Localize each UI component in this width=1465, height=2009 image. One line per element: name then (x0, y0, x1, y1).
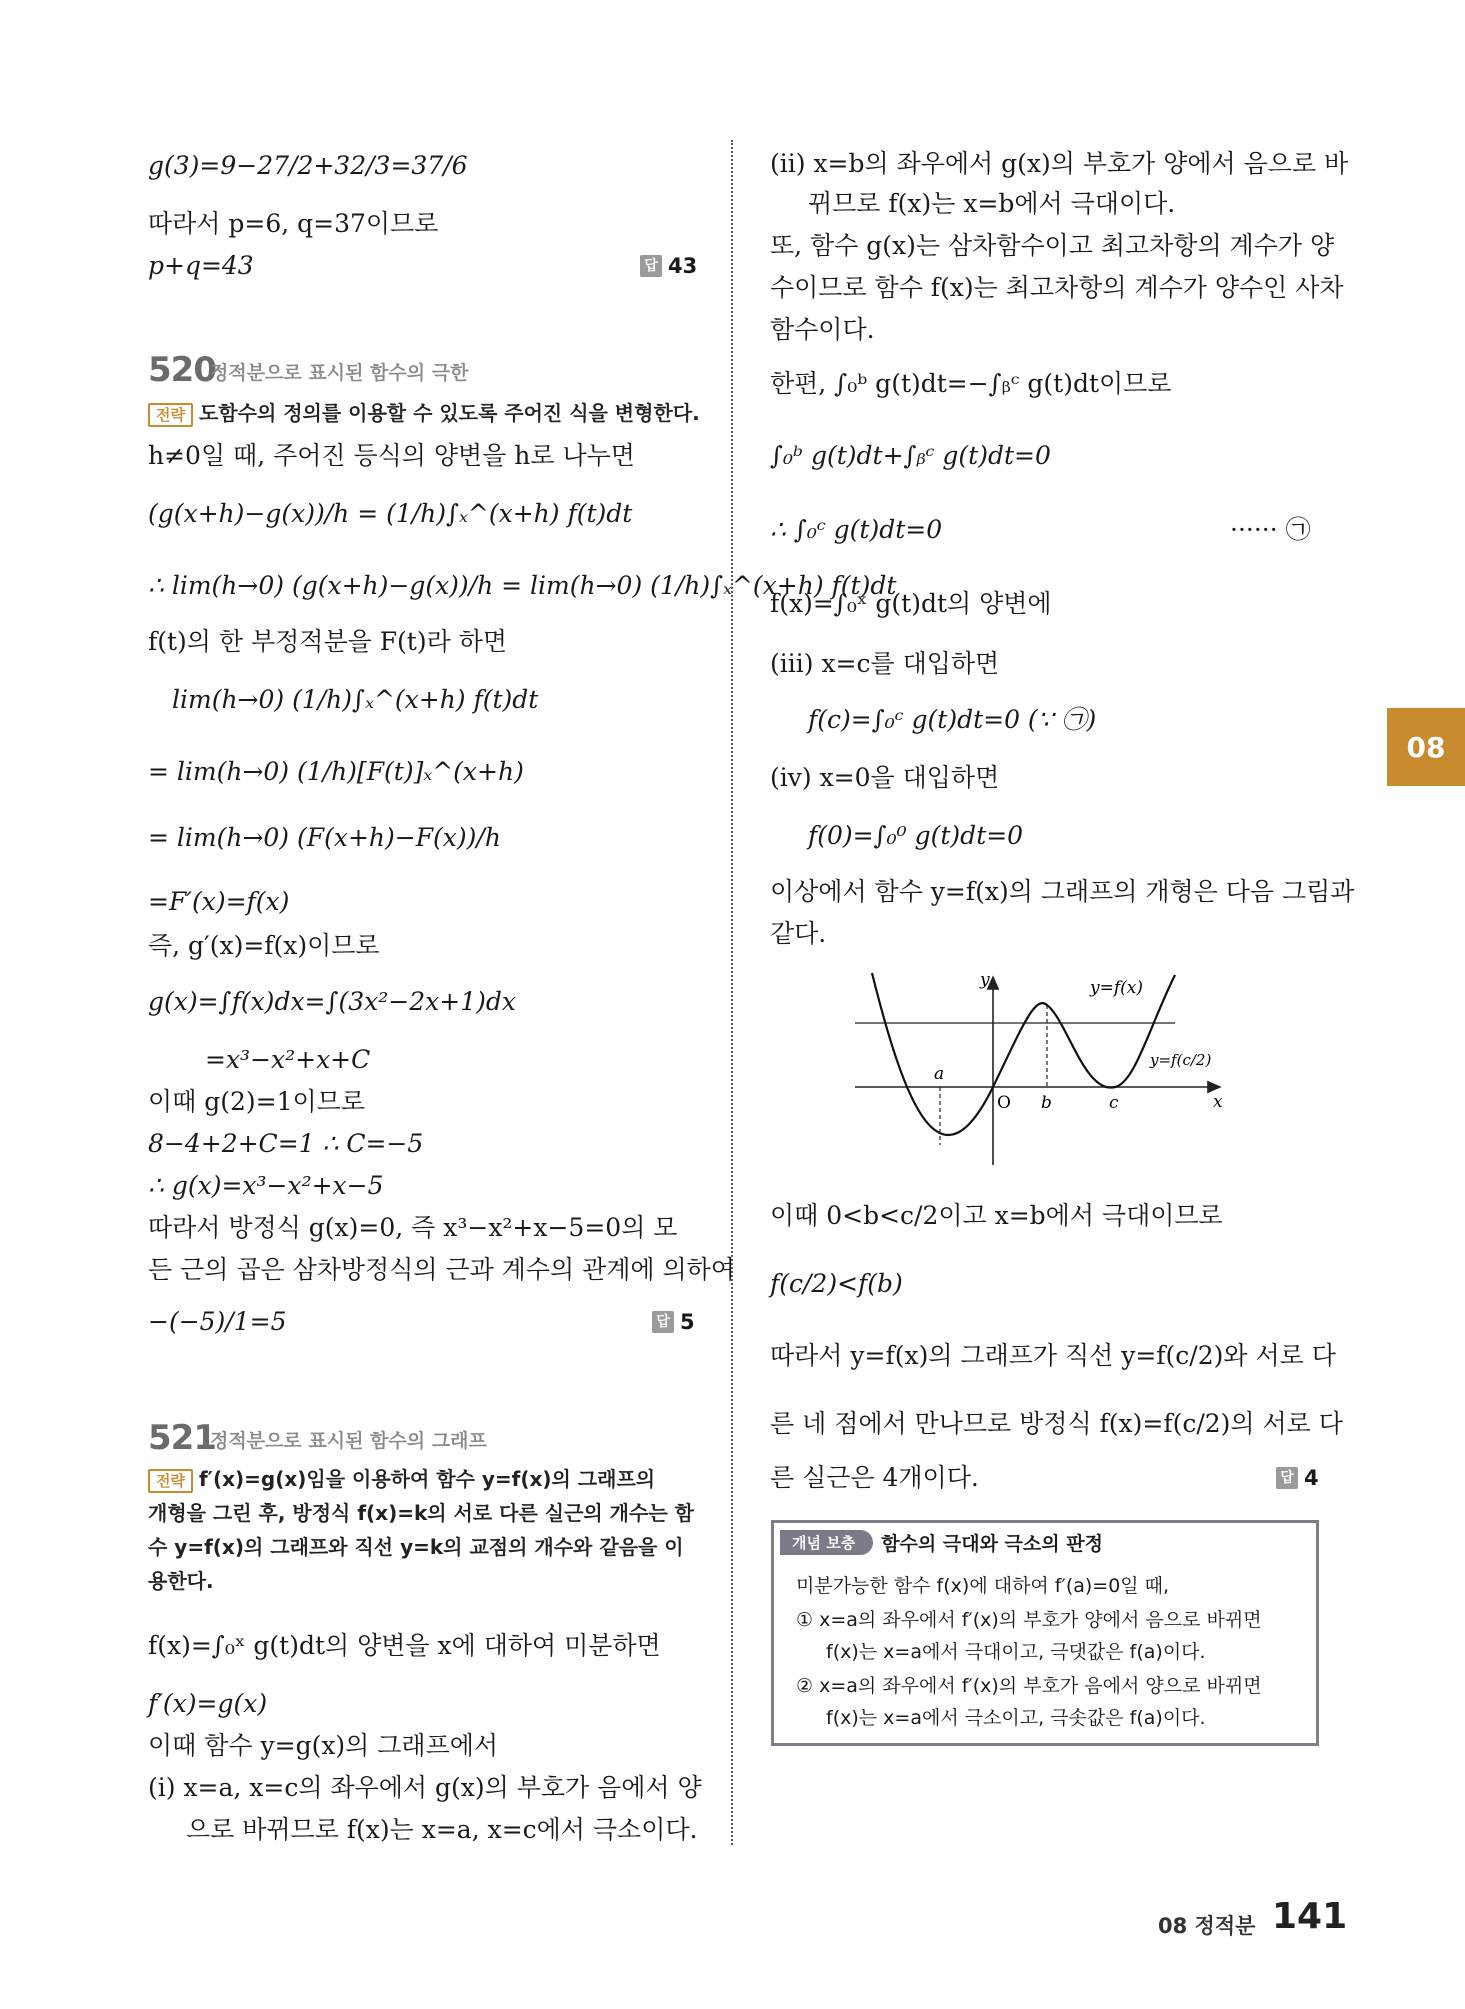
line-gprime: 즉, g′(x)=f(x)이므로 (148, 931, 380, 960)
line-C: 8−4+2+C=1 ∴ C=−5 (148, 1129, 424, 1158)
equation-tag: ······ ㉠ (1230, 515, 1311, 544)
problem-title-521: 정적분으로 표시된 함수의 그래프 (210, 1430, 487, 1452)
line-meanwhile: 한편, ∫₀ᵇ g(t)dt=−∫ᵦᶜ g(t)dt이므로 (770, 369, 1172, 398)
concept-box-header (780, 1529, 1103, 1556)
line-fprime: =F′(x)=f(x) (148, 887, 290, 916)
line-cubic-2: 수이므로 함수 f(x)는 최고차항의 계수가 양수인 사차 (770, 273, 1344, 302)
line-gx-poly: =x³−x²+x+C (205, 1045, 371, 1074)
origin-label: O (997, 1093, 1011, 1113)
point-c-label: c (1109, 1093, 1119, 1113)
curve-label: y=f(x) (1090, 978, 1143, 998)
strategy-badge: 전략 (148, 403, 193, 427)
line-since: 이때 0<b<c/2이고 x=b에서 극대이므로 (770, 1201, 1223, 1230)
line-diff-quotient: (g(x+h)−g(x))/h = (1/h)∫ₓ^(x+h) f(t)dt (148, 499, 633, 528)
problem-number-520: 520 (148, 350, 216, 390)
line-lim-2: = lim(h→0) (1/h)[F(t)]ₓ^(x+h) (148, 757, 524, 786)
line-cubic-1: 또, 함수 g(x)는 삼차함수이고 최고차항의 계수가 양 (770, 231, 1335, 260)
line-graph-g: 이때 함수 y=g(x)의 그래프에서 (148, 1731, 499, 1760)
answer-mark-icon: 답 (652, 1311, 674, 1333)
point-a-label: a (934, 1064, 945, 1084)
line-f0: f(0)=∫₀⁰ g(t)dt=0 (808, 821, 1024, 850)
problem-title-520: 정적분으로 표시된 함수의 극한 (210, 362, 469, 384)
line-p-q: 따라서 p=6, q=37이므로 (148, 209, 439, 238)
line-graph-desc-2: 같다. (770, 919, 827, 948)
line-fx-def: f(x)=∫₀ˣ g(t)dt의 양변을 x에 대하여 미분하면 (148, 1631, 661, 1660)
line-case-i-1: (i) x=a, x=c의 좌우에서 g(x)의 부호가 음에서 양 (148, 1773, 702, 1802)
strategy-521-line4: 용한다. (148, 1569, 214, 1593)
answer-mark-icon: 답 (1276, 1467, 1298, 1489)
page-number: 141 (1272, 1896, 1348, 1937)
line-lim-1: lim(h→0) (1/h)∫ₓ^(x+h) f(t)dt (172, 685, 539, 714)
answer-519 (640, 254, 697, 278)
chapter-tab: 08 (1387, 708, 1465, 786)
x-axis-label: x (1213, 1092, 1223, 1112)
strategy-521-line1 (148, 1464, 655, 1495)
line-case-ii-2: 뀌므로 f(x)는 x=b에서 극대이다. (808, 189, 1176, 218)
concept-box (771, 1520, 1319, 1746)
line-fc: f(c)=∫₀ᶜ g(t)dt=0 (∵ ㉠) (808, 705, 1097, 734)
problem-number-521: 521 (148, 1418, 216, 1458)
answer-mark-icon: 답 (640, 255, 662, 277)
line-p-plus-q: p+q=43 (148, 251, 254, 280)
line-fprime-g: f′(x)=g(x) (148, 1689, 268, 1718)
concept-line-2: ① x=a의 좌우에서 f′(x)의 부호가 양에서 음으로 바뀌면 (796, 1609, 1262, 1631)
footer-chapter: 08 정적분 (1158, 1914, 1256, 1938)
strategy-text: 도함수의 정의를 이용할 수 있도록 주어진 식을 변형한다. (198, 401, 700, 425)
line-product: −(−5)/1=5 (148, 1307, 287, 1336)
strategy-521-line3: 수 y=f(x)의 그래프와 직선 y=k의 교점의 개수와 같음을 이 (148, 1535, 684, 1559)
strategy-520 (148, 398, 700, 429)
line-conclusion-1: 따라서 y=f(x)의 그래프가 직선 y=f(c/2)와 서로 다 (770, 1341, 1336, 1370)
line-case-i-2: 으로 바뀌므로 f(x)는 x=a, x=c에서 극소이다. (186, 1815, 698, 1844)
answer-value: 43 (668, 254, 698, 278)
concept-line-5: f(x)는 x=a에서 극소이고, 극솟값은 f(a)이다. (826, 1707, 1206, 1729)
line-conclusion-3: 른 실근은 4개이다. (770, 1463, 979, 1492)
line-conclusion-2: 른 네 점에서 만나므로 방정식 f(x)=f(c/2)의 서로 다 (770, 1409, 1343, 1438)
line-g3: g(3)=9−27/2+32/3=37/6 (148, 151, 468, 180)
line-case-iii: (iii) x=c를 대입하면 (770, 649, 1000, 678)
concept-badge: 개념 보충 (780, 1530, 873, 1555)
line-vieta: 든 근의 곱은 삼차방정식의 근과 계수의 관계에 의하여 (148, 1255, 735, 1284)
answer-521 (1276, 1466, 1319, 1490)
line-antiderivative: f(t)의 한 부정적분을 F(t)라 하면 (148, 627, 507, 656)
y-axis-label: y (980, 970, 990, 990)
line-label: y=f(c/2) (1150, 1051, 1212, 1069)
answer-value: 5 (680, 1310, 695, 1334)
line-limit: ∴ lim(h→0) (g(x+h)−g(x))/h = lim(h→0) (1/h)∫ₓ^(x+h) f(t)dt (148, 571, 897, 600)
concept-title: 함수의 극대와 극소의 판정 (881, 1533, 1103, 1555)
strategy-badge: 전략 (148, 1469, 193, 1493)
point-b-label: b (1041, 1093, 1052, 1113)
line-graph-desc-1: 이상에서 함수 y=f(x)의 그래프의 개형은 다음 그림과 (770, 877, 1355, 906)
line-g2: 이때 g(2)=1이므로 (148, 1087, 365, 1116)
line-gx-integral: g(x)=∫f(x)dx=∫(3x²−2x+1)dx (148, 987, 516, 1016)
strategy-521-line2: 개형을 그린 후, 방정식 f(x)=k의 서로 다른 실근의 개수는 함 (148, 1501, 694, 1525)
concept-line-3: f(x)는 x=a에서 극대이고, 극댓값은 f(a)이다. (826, 1641, 1206, 1663)
answer-520 (652, 1310, 695, 1334)
line-lim-3: = lim(h→0) (F(x+h)−F(x))/h (148, 823, 501, 852)
concept-line-4: ② x=a의 좌우에서 f′(x)의 부호가 음에서 양으로 바뀌면 (796, 1675, 1262, 1697)
line-integral-sum: ∫₀ᵇ g(t)dt+∫ᵦᶜ g(t)dt=0 (770, 441, 1051, 470)
line-fc2-fb: f(c/2)<f(b) (770, 1269, 903, 1298)
line-cubic-3: 함수이다. (770, 315, 875, 344)
strategy-text: f′(x)=g(x)임을 이용하여 함수 y=f(x)의 그래프의 (198, 1467, 656, 1491)
line-case-ii-1: (ii) x=b의 좌우에서 g(x)의 부호가 양에서 음으로 바 (770, 149, 1349, 178)
line-equation: 따라서 방정식 g(x)=0, 즉 x³−x²+x−5=0의 모 (148, 1213, 678, 1242)
line-integral-zero: ∴ ∫₀ᶜ g(t)dt=0 (770, 515, 943, 544)
line-gx-final: ∴ g(x)=x³−x²+x−5 (148, 1171, 384, 1200)
function-graph (845, 965, 1245, 1170)
line-h-div: h≠0일 때, 주어진 등식의 양변을 h로 나누면 (148, 441, 635, 470)
line-case-iv: (iv) x=0을 대입하면 (770, 763, 1000, 792)
line-fx-def-right: f(x)=∫₀ˣ g(t)dt의 양변에 (770, 589, 1052, 618)
column-divider (731, 140, 733, 1845)
concept-line-1: 미분가능한 함수 f(x)에 대하여 f′(a)=0일 때, (796, 1575, 1170, 1597)
answer-value: 4 (1304, 1466, 1319, 1490)
